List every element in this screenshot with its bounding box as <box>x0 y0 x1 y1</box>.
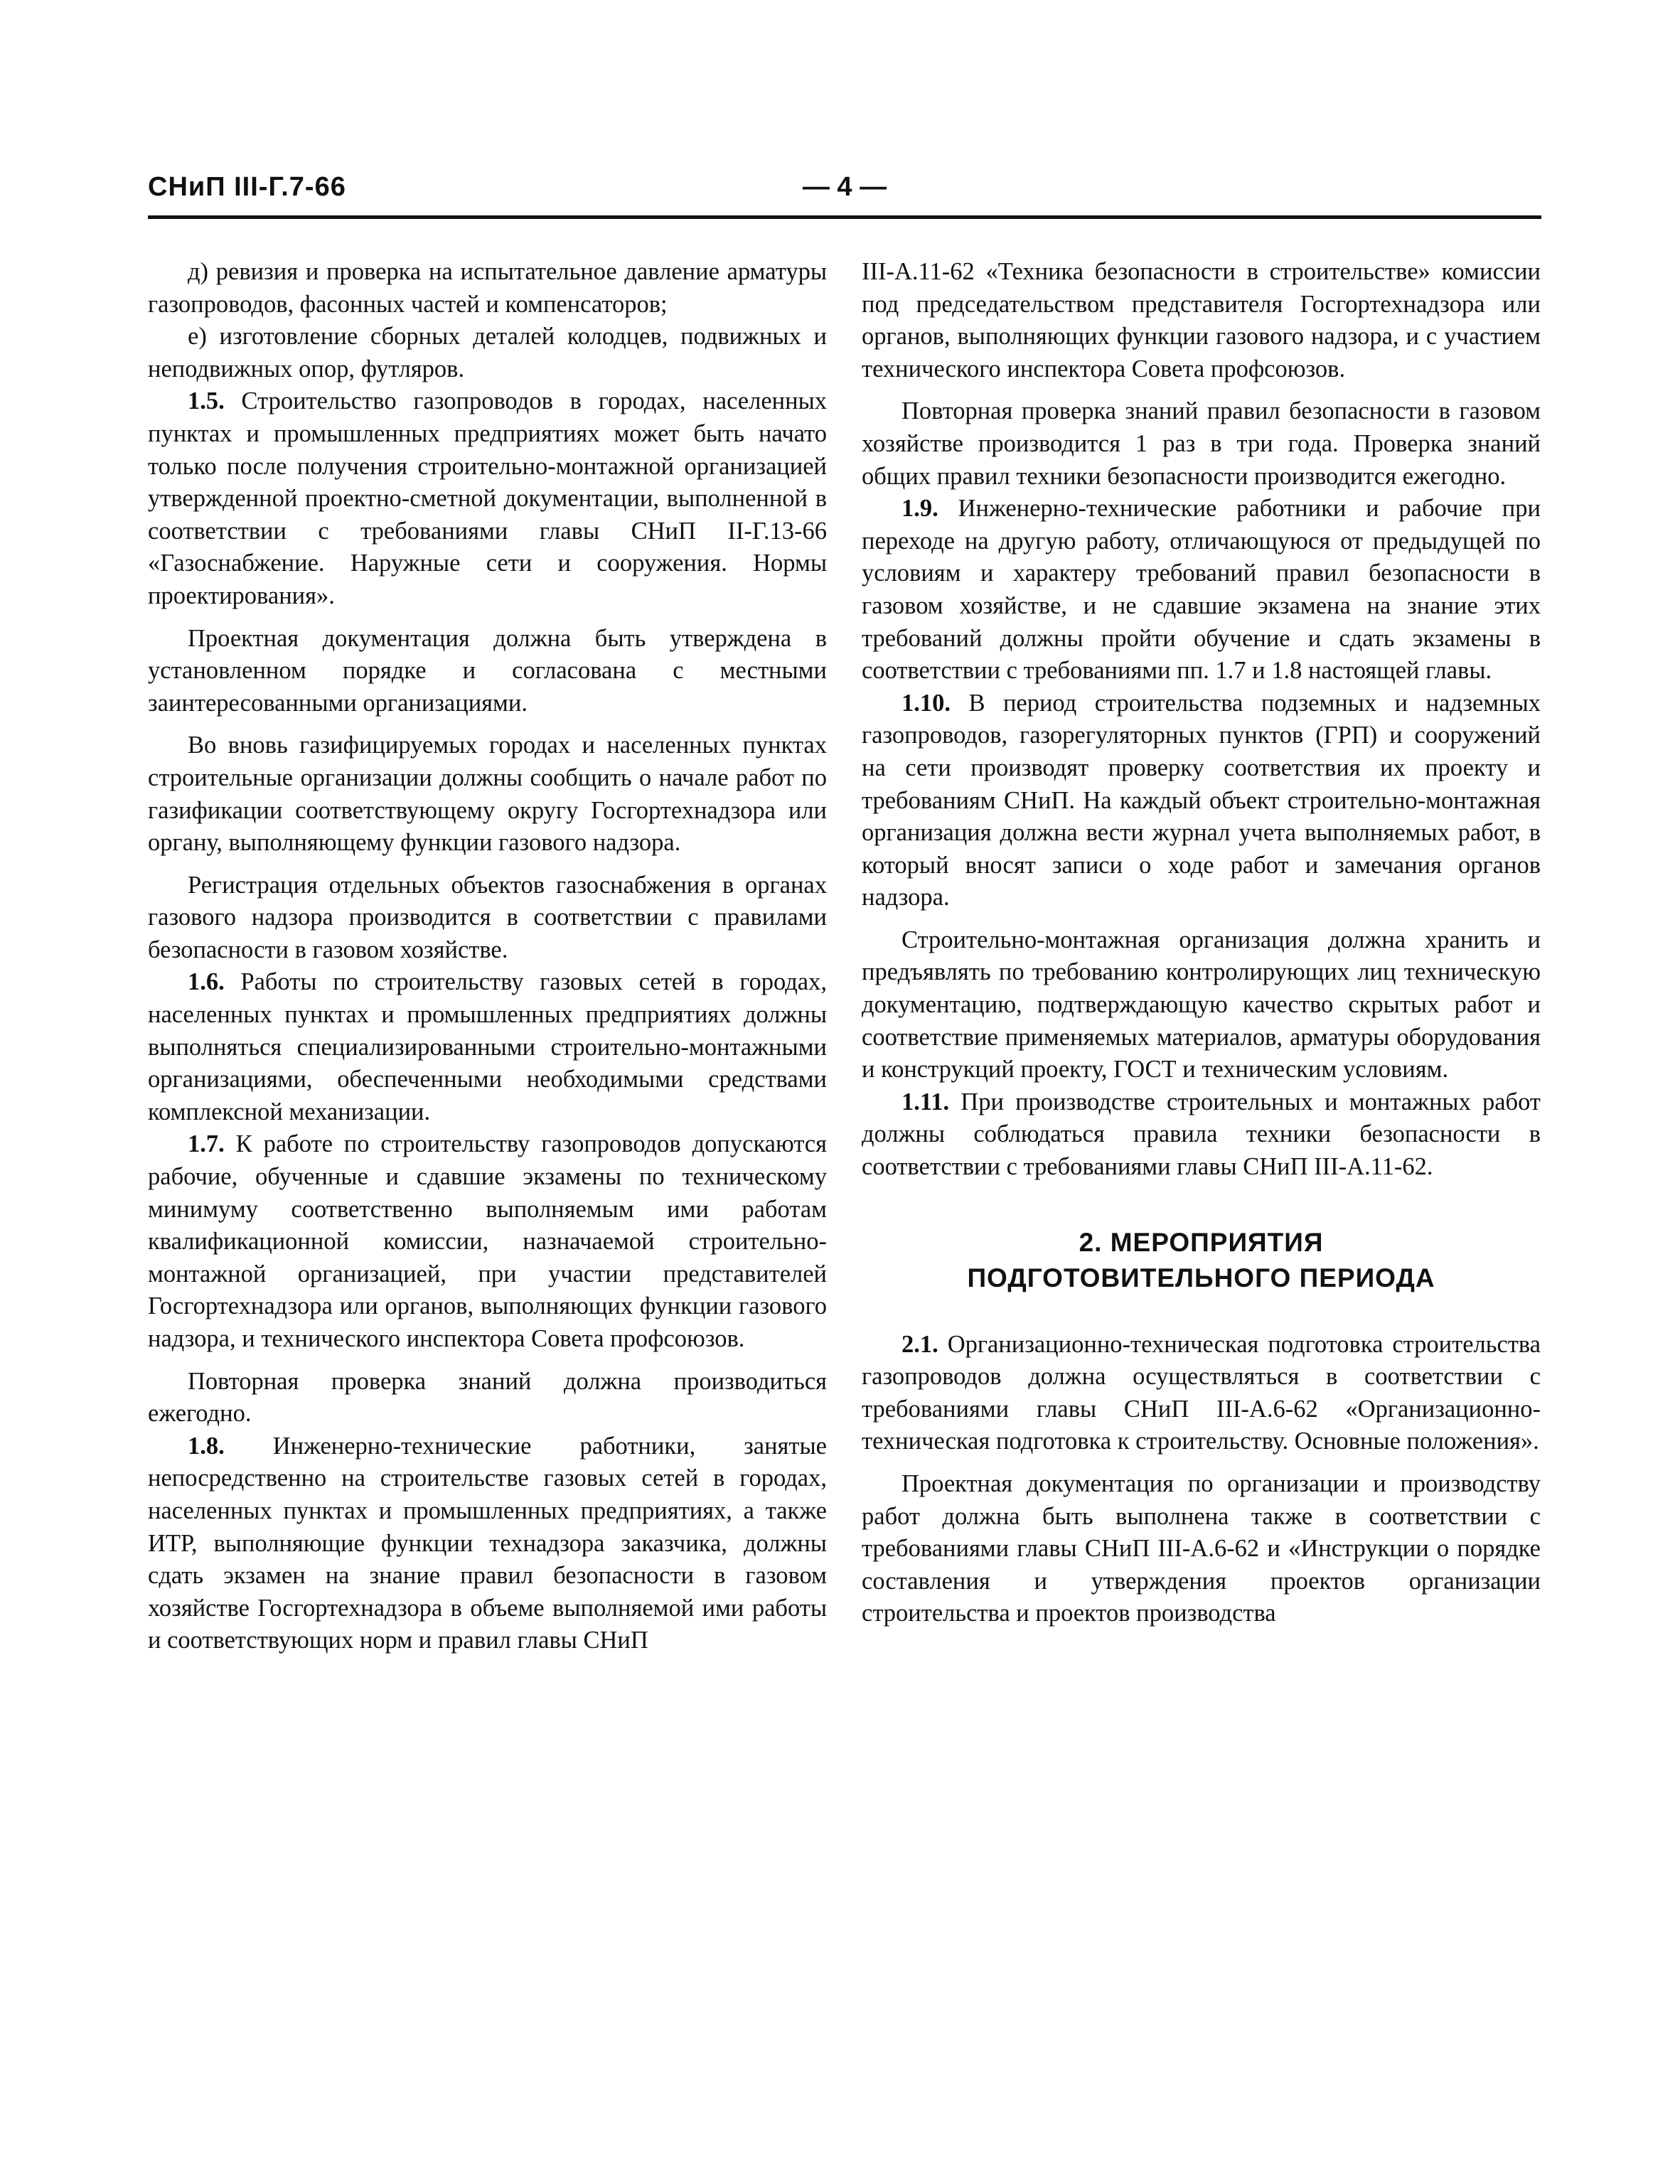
clause-number: 1.10. <box>901 689 951 717</box>
paragraph: Повторная проверка знаний должна производиться ежегодно. <box>148 1367 827 1428</box>
clause-text: Инженерно-технические работники, занятые непосредственно на строительстве газовых сетей в городах, населенных пунктах и промышленных предприятиях, а также ИТР, выполняющие функции технадзора заказчика, должны сдать экзамен на знание правил безопасности в газовом хозяйстве Госгортехнадзора в объеме выполняемой ими работы и соответствующих норм и правил главы СНиП <box>148 1432 827 1654</box>
paragraph: д) ревизия и проверка на испытательное давление арматуры газопроводов, фасонных частей и компенсаторов; <box>148 258 827 318</box>
right-column <box>862 256 1541 1630</box>
clause-number: 2.1. <box>901 1330 938 1358</box>
paragraph: Регистрация отдельных объектов газоснабжения в органах газового надзора производится в соответствии с правилами безопасности в газовом хозяйстве. <box>148 871 827 963</box>
section-title-line: ПОДГОТОВИТЕЛЬНОГО ПЕРИОДА <box>967 1263 1435 1292</box>
clause-1-5 <box>148 385 827 612</box>
clause-text: При производстве строительных и монтажных работ должны соблюдаться правила техники безопасности в соответствии с требованиями главы СНиП III-А.11-62. <box>862 1088 1541 1181</box>
clause-number: 1.11. <box>901 1088 950 1115</box>
clause-text: Строительство газопроводов в городах, населенных пунктах и промышленных предприятиях может быть начато только после получения строительно-монтажной организацией утвержденной проектно-сметной документации, выполненной в соответствии с требованиями главы СНиП II-Г.13-66 «Газоснабжение. Наружные сети и сооружения. Нормы проектирования». <box>148 387 827 609</box>
paragraph: Строительно-монтажная организация должна хранить и предъявлять по требованию контролирующих лиц техническую документацию, подтверждающую качество скрытых работ и соответствие применяемых материалов, арматуры оборудования и конструкций проекту, ГОСТ и техническим условиям. <box>862 926 1541 1083</box>
paragraph: III-А.11-62 «Техника безопасности в строительстве» комиссии под председательством представителя Госгортехнадзора или органов, выполняющих функции газового надзора, и с участием технического инспектора Совета профсоюзов. <box>862 258 1541 382</box>
clause-1-8 <box>148 1430 827 1657</box>
clause-text: В период строительства подземных и надземных газопроводов, газорегуляторных пунктов (ГРП) и сооружений на сети производят проверку соответствия их проекту и требованиям СНиП. На каждый объект строительно-монтажная организация должна вести журнал учета выполняемых работ, в который вносят записи о ходе работ и замечания органов надзора. <box>862 689 1541 911</box>
paragraph: Повторная проверка знаний правил безопасности в газовом хозяйстве производится 1 раз в три года. Проверка знаний общих правил техники безопасности производится ежегодно. <box>862 397 1541 490</box>
clause-number: 1.6. <box>188 968 225 996</box>
clause-1-10 <box>862 687 1541 914</box>
section-title-line: 2. МЕРОПРИЯТИЯ <box>1079 1227 1324 1257</box>
clause-text: Организационно-техническая подготовка строительства газопроводов должна осуществляться в соответствии с требованиями главы СНиП III-А.6-62 «Организационно-техническая подготовка к строительству. Основные положения». <box>862 1330 1541 1455</box>
clause-1-9 <box>862 493 1541 687</box>
clause-text: Работы по строительству газовых сетей в городах, населенных пунктах и промышленных предприятиях должны выполняться специализированными строительно-монтажными организациями, обеспеченными необходимыми средствами комплексной механизации. <box>148 968 827 1125</box>
paragraph: е) изготовление сборных деталей колодцев, подвижных и неподвижных опор, футляров. <box>148 323 827 382</box>
page-number: — 4 — <box>802 172 887 202</box>
document-code: СНиП III-Г.7-66 <box>148 172 346 202</box>
left-column <box>148 256 827 1657</box>
clause-number: 1.8. <box>188 1432 225 1460</box>
clause-number: 1.5. <box>188 387 225 415</box>
clause-number: 1.9. <box>901 495 938 523</box>
paragraph: Во вновь газифицируемых городах и населенных пунктах строительные организации должны сообщить о начале работ по газификации соответствующему округу Госгортехнадзора или органу, выполняющему функции газового надзора. <box>148 732 827 857</box>
clause-1-6 <box>148 966 827 1128</box>
clause-1-7 <box>148 1128 827 1355</box>
paragraph: Проектная документация должна быть утверждена в установленном порядке и согласована с местными заинтересованными организациями. <box>148 624 827 717</box>
clause-text: Инженерно-технические работники и рабочие при переходе на другую работу, отличающуюся от предыдущей по условиям и характеру требований правил безопасности в газовом хозяйстве, и не сдавшие экзамена на знание этих требований должны пройти обучение и сдать экзамены в соответствии с требованиями пп. 1.7 и 1.8 настоящей главы. <box>862 495 1541 685</box>
clause-number: 1.7. <box>188 1130 225 1158</box>
page-header <box>148 169 1541 213</box>
header-rule <box>148 215 1541 219</box>
section-title <box>862 1225 1541 1296</box>
clause-1-11 <box>862 1086 1541 1184</box>
paragraph: Проектная документация по организации и производству работ должна быть выполнена также в соответствии с требованиями главы СНиП III-А.6-62 и «Инструкции о порядке составления и утверждения проектов организации строительства и проектов производства <box>862 1470 1541 1627</box>
clause-text: К работе по строительству газопроводов допускаются рабочие, обученные и сдавшие экзамены по техническому минимуму соответственно выполняемым ими работам квалификационной комиссии, назначаемой строительно-монтажной организацией, при участии представителей Госгортехнадзора или органов, выполняющих функции газового надзора, и технического инспектора Совета профсоюзов. <box>148 1130 827 1352</box>
clause-2-1 <box>862 1329 1541 1458</box>
